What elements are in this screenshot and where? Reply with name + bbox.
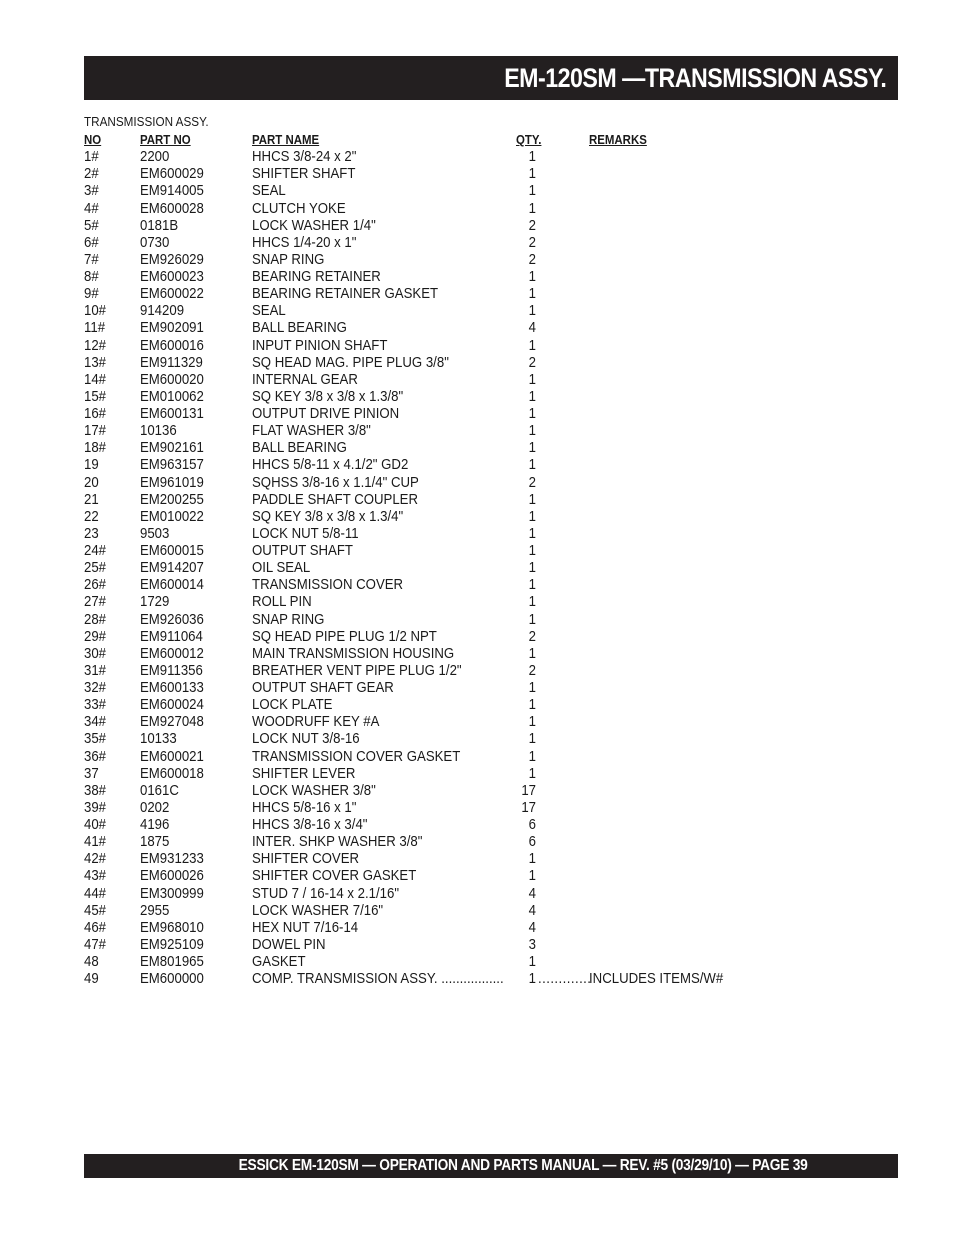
cell-no: 4# (84, 199, 99, 217)
table-row (84, 679, 784, 696)
table-row (84, 182, 784, 199)
cell-qty: 1 (528, 713, 536, 731)
cell-part-no: EM926029 (140, 250, 204, 268)
cell-qty: 1 (528, 387, 536, 405)
cell-part-no: EM600016 (140, 336, 204, 354)
table-row (84, 302, 784, 319)
cell-qty: 1 (528, 850, 536, 868)
cell-qty: 1 (528, 542, 536, 559)
cell-no: 49 (84, 970, 99, 988)
cell-qty: 6 (528, 833, 536, 851)
cell-no: 34# (84, 713, 107, 731)
cell-part-name: OUTPUT DRIVE PINION (252, 405, 400, 422)
table-row (84, 491, 784, 508)
cell-part-no: 914209 (140, 302, 185, 320)
cell-part-name: CLUTCH YOKE (252, 199, 346, 217)
table-row (84, 371, 784, 388)
cell-part-no: 0730 (140, 233, 170, 251)
table-row (84, 593, 784, 610)
cell-part-name: INPUT PINION SHAFT (252, 336, 388, 354)
cell-qty: 2 (528, 627, 536, 645)
table-row (84, 525, 784, 542)
cell-no: 48 (84, 953, 99, 970)
table-row (84, 936, 784, 953)
cell-qty: 1 (528, 285, 536, 303)
cell-qty: 1 (528, 593, 536, 611)
table-row (84, 611, 784, 628)
cell-qty: 1 (528, 559, 536, 577)
cell-no: 47# (84, 935, 107, 953)
cell-no: 33# (84, 696, 107, 714)
cell-qty: 1 (528, 199, 536, 217)
cell-part-no: EM600028 (140, 199, 204, 217)
cell-part-name: INTERNAL GEAR (252, 370, 358, 388)
cell-part-no: 9503 (140, 524, 170, 542)
cell-no: 46# (84, 918, 107, 936)
section-label: TRANSMISSION ASSY. (84, 114, 209, 129)
cell-no: 17# (84, 422, 107, 440)
cell-qty: 4 (528, 901, 536, 919)
cell-part-name: SQ HEAD PIPE PLUG 1/2 NPT (252, 627, 437, 645)
cell-part-name: HHCS 5/8-16 x 1" (252, 798, 357, 816)
cell-part-name: LOCK NUT 3/8-16 (252, 730, 360, 748)
table-row (84, 337, 784, 354)
cell-part-name: LOCK WASHER 3/8" (252, 781, 376, 799)
cell-no: 39# (84, 798, 107, 816)
cell-part-name: SQ KEY 3/8 x 3/8 x 1.3/8" (252, 387, 404, 405)
cell-part-name: INTER. SHKP WASHER 3/8" (252, 833, 423, 851)
cell-part-no: EM600024 (140, 696, 204, 714)
cell-part-name: HHCS 3/8-24 x 2" (252, 148, 357, 166)
cell-part-no: 10133 (140, 730, 177, 748)
table-row (84, 268, 784, 285)
cell-part-no: EM926036 (140, 610, 204, 628)
cell-part-no: EM801965 (140, 953, 204, 970)
table-row (84, 165, 784, 182)
cell-part-no: EM911356 (140, 661, 203, 679)
cell-qty: 4 (528, 319, 536, 337)
cell-no: 21 (84, 490, 99, 508)
table-body (84, 148, 784, 970)
cell-qty: 1 (528, 302, 536, 320)
cell-qty: 1 (528, 953, 536, 970)
cell-remarks: INCLUDES ITEMS/W# (589, 970, 724, 988)
cell-no: 37 (84, 764, 99, 782)
cell-part-no: EM968010 (140, 918, 204, 936)
cell-qty: 1 (528, 490, 536, 508)
cell-part-name-text: COMP. TRANSMISSION ASSY. (252, 970, 438, 988)
table-row (84, 200, 784, 217)
cell-qty: 1 (528, 456, 536, 474)
cell-part-no: EM961019 (140, 473, 204, 491)
table-row (84, 919, 784, 936)
table-row (84, 850, 784, 867)
cell-qty: 1 (528, 730, 536, 748)
cell-part-no: EM600015 (140, 542, 204, 559)
table-row (84, 713, 784, 730)
cell-part-name: HEX NUT 7/16-14 (252, 918, 359, 936)
cell-part-no: EM600023 (140, 268, 204, 285)
table-row (84, 542, 784, 559)
cell-qty: 2 (528, 661, 536, 679)
table-row (84, 833, 784, 850)
cell-no: 38# (84, 781, 107, 799)
cell-qty: 1 (528, 764, 536, 782)
cell-part-no: 2955 (140, 901, 170, 919)
cell-part-name: LOCK WASHER 7/16" (252, 901, 384, 919)
cell-no: 1# (84, 148, 99, 166)
cell-qty: 1 (528, 165, 536, 183)
table-row (84, 782, 784, 799)
cell-part-no: EM600029 (140, 165, 204, 183)
cell-qty: 1 (528, 439, 536, 457)
cell-qty: 3 (528, 935, 536, 953)
cell-no: 30# (84, 644, 107, 662)
table-row (84, 576, 784, 593)
table-row (84, 354, 784, 371)
page-header-bar (84, 56, 898, 100)
table-row (84, 645, 784, 662)
cell-no: 10# (84, 302, 107, 320)
cell-part-no: 4196 (140, 816, 170, 833)
cell-no: 9# (84, 285, 99, 303)
cell-part-name: HHCS 1/4-20 x 1" (252, 233, 357, 251)
cell-no: 2# (84, 165, 99, 183)
dot-leader-remarks: ............. (538, 970, 592, 988)
cell-part-name: TRANSMISSION COVER GASKET (252, 747, 461, 765)
cell-qty: 1 (528, 610, 536, 628)
cell-part-no: EM914207 (140, 559, 204, 577)
cell-part-no: EM010022 (140, 507, 204, 525)
cell-no: 36# (84, 747, 107, 765)
cell-no: 28# (84, 610, 107, 628)
column-header-remarks: REMARKS (589, 132, 647, 147)
cell-no: 22 (84, 507, 99, 525)
cell-part-no: EM600012 (140, 644, 204, 662)
cell-part-name: BEARING RETAINER (252, 268, 381, 285)
cell-qty: 4 (528, 884, 536, 902)
cell-no: 3# (84, 182, 99, 200)
cell-part-name: SNAP RING (252, 610, 325, 628)
cell-part-name: OIL SEAL (252, 559, 311, 577)
cell-no: 5# (84, 216, 99, 234)
cell-qty: 1 (528, 268, 536, 285)
cell-part-name: FLAT WASHER 3/8" (252, 422, 371, 440)
table-row (84, 696, 784, 713)
cell-qty: 4 (528, 918, 536, 936)
cell-part-no: EM300999 (140, 884, 204, 902)
cell-no: 12# (84, 336, 107, 354)
cell-part-name: GASKET (252, 953, 306, 970)
table-row (84, 765, 784, 782)
cell-no: 8# (84, 268, 99, 285)
cell-part-no: EM600022 (140, 285, 204, 303)
cell-no: 45# (84, 901, 107, 919)
table-row (84, 628, 784, 645)
cell-part-no: EM931233 (140, 850, 204, 868)
cell-part-no: EM925109 (140, 935, 204, 953)
cell-no: 13# (84, 353, 107, 371)
cell-part-name (252, 970, 504, 987)
table-row-final (84, 970, 784, 987)
cell-no: 20 (84, 473, 99, 491)
cell-qty: 2 (528, 216, 536, 234)
cell-part-no: EM600021 (140, 747, 204, 765)
cell-no: 35# (84, 730, 107, 748)
cell-qty: 1 (528, 696, 536, 714)
table-header-row (84, 131, 784, 148)
cell-qty: 17 (521, 798, 536, 816)
cell-no: 31# (84, 661, 107, 679)
column-header-no: NO (84, 132, 102, 147)
cell-part-no: EM963157 (140, 456, 204, 474)
cell-part-name: BALL BEARING (252, 319, 347, 337)
cell-part-name: SNAP RING (252, 250, 325, 268)
cell-qty: 1 (528, 336, 536, 354)
cell-part-name: BALL BEARING (252, 439, 347, 457)
cell-part-name: TRANSMISSION COVER (252, 576, 404, 594)
cell-part-no: EM600133 (140, 679, 204, 696)
table-row (84, 319, 784, 336)
cell-part-name: HHCS 3/8-16 x 3/4" (252, 816, 368, 833)
table-row (84, 953, 784, 970)
page-title: EM-120SM —TRANSMISSION ASSY. (503, 62, 886, 93)
cell-qty: 1 (528, 524, 536, 542)
cell-part-name: SQHSS 3/8-16 x 1.1/4" CUP (252, 473, 419, 491)
cell-part-no: 0181B (140, 216, 179, 234)
cell-part-name: OUTPUT SHAFT GEAR (252, 679, 394, 696)
page-footer-text: ESSICK EM-120SM — OPERATION AND PARTS MANUAL — REV. #5 (03/29/10) — PAGE 39 (239, 1157, 808, 1174)
cell-qty: 1 (528, 867, 536, 885)
cell-no: 43# (84, 867, 107, 885)
cell-part-no: EM010062 (140, 387, 204, 405)
cell-part-name: LOCK NUT 5/8-11 (252, 524, 359, 542)
cell-no: 40# (84, 816, 107, 833)
cell-no: 32# (84, 679, 107, 696)
cell-part-name: OUTPUT SHAFT (252, 542, 353, 559)
table-row (84, 816, 784, 833)
table-row (84, 234, 784, 251)
cell-no: 14# (84, 370, 107, 388)
cell-part-no: EM200255 (140, 490, 204, 508)
cell-part-name: SQ KEY 3/8 x 3/8 x 1.3/4" (252, 507, 404, 525)
cell-part-name: SHIFTER COVER GASKET (252, 867, 417, 885)
table-row (84, 559, 784, 576)
cell-part-name: ROLL PIN (252, 593, 312, 611)
cell-part-name: SHIFTER COVER (252, 850, 360, 868)
cell-no: 11# (84, 319, 106, 337)
cell-qty: 17 (521, 781, 536, 799)
table-row (84, 902, 784, 919)
cell-part-no: EM600026 (140, 867, 204, 885)
page-footer-bar (84, 1154, 898, 1178)
column-header-qty: QTY. (516, 132, 542, 147)
cell-part-name: DOWEL PIN (252, 935, 326, 953)
cell-part-name: SQ HEAD MAG. PIPE PLUG 3/8" (252, 353, 449, 371)
cell-part-no: EM600020 (140, 370, 204, 388)
cell-part-no: EM600018 (140, 764, 204, 782)
cell-qty: 1 (528, 747, 536, 765)
table-row (84, 730, 784, 747)
cell-qty: 2 (528, 233, 536, 251)
column-header-part-name: PART NAME (252, 132, 320, 147)
table-row (84, 885, 784, 902)
cell-no: 7# (84, 250, 99, 268)
cell-part-name: SEAL (252, 302, 286, 320)
cell-no: 25# (84, 559, 107, 577)
cell-qty: 1 (528, 507, 536, 525)
cell-part-no: EM914005 (140, 182, 204, 200)
cell-no: 42# (84, 850, 107, 868)
table-row (84, 148, 784, 165)
cell-no: 16# (84, 405, 107, 422)
cell-qty: 1 (528, 679, 536, 696)
cell-qty: 1 (528, 576, 536, 594)
cell-qty: 1 (528, 970, 536, 988)
cell-no: 27# (84, 593, 107, 611)
cell-part-name: WOODRUFF KEY #A (252, 713, 380, 731)
cell-part-no: EM600014 (140, 576, 204, 594)
table-row (84, 662, 784, 679)
cell-part-no: EM902091 (140, 319, 204, 337)
cell-qty: 2 (528, 250, 536, 268)
dot-leader: ................. (441, 970, 504, 988)
cell-no: 23 (84, 524, 99, 542)
cell-qty: 6 (528, 816, 536, 833)
cell-part-no: EM911329 (140, 353, 203, 371)
table-row (84, 217, 784, 234)
cell-part-no: EM911064 (140, 627, 203, 645)
cell-no: 44# (84, 884, 107, 902)
cell-part-name: LOCK PLATE (252, 696, 333, 714)
cell-part-no: EM600000 (140, 970, 204, 988)
cell-qty: 1 (528, 422, 536, 440)
cell-part-name: BREATHER VENT PIPE PLUG 1/2" (252, 661, 462, 679)
cell-part-name: PADDLE SHAFT COUPLER (252, 490, 419, 508)
cell-part-no: 1875 (140, 833, 170, 851)
cell-part-no: 0161C (140, 781, 179, 799)
cell-no: 19 (84, 456, 99, 474)
cell-qty: 1 (528, 370, 536, 388)
cell-part-name: LOCK WASHER 1/4" (252, 216, 376, 234)
cell-part-name: BEARING RETAINER GASKET (252, 285, 439, 303)
table-row (84, 748, 784, 765)
cell-part-no: EM927048 (140, 713, 204, 731)
cell-no: 24# (84, 542, 107, 559)
cell-qty: 1 (528, 182, 536, 200)
table-row (84, 508, 784, 525)
table-row (84, 439, 784, 456)
cell-qty: 2 (528, 353, 536, 371)
cell-part-no: 1729 (140, 593, 170, 611)
table-row (84, 388, 784, 405)
cell-part-name: STUD 7 / 16-14 x 2.1/16" (252, 884, 400, 902)
cell-no: 26# (84, 576, 107, 594)
cell-part-name: SHIFTER SHAFT (252, 165, 356, 183)
table-row (84, 474, 784, 491)
cell-part-no: EM902161 (140, 439, 204, 457)
table-row (84, 405, 784, 422)
cell-qty: 1 (528, 405, 536, 422)
cell-no: 29# (84, 627, 107, 645)
table-row (84, 285, 784, 302)
table-row (84, 799, 784, 816)
cell-no: 6# (84, 233, 99, 251)
cell-part-no: EM600131 (140, 405, 204, 422)
table-row (84, 422, 784, 439)
cell-part-name: SEAL (252, 182, 286, 200)
cell-part-name: HHCS 5/8-11 x 4.1/2" GD2 (252, 456, 409, 474)
column-header-part-no: PART NO (140, 132, 191, 147)
cell-part-no: 2200 (140, 148, 170, 166)
cell-no: 15# (84, 387, 107, 405)
cell-part-name: SHIFTER LEVER (252, 764, 356, 782)
cell-qty: 1 (528, 644, 536, 662)
table-row (84, 251, 784, 268)
cell-qty: 1 (528, 148, 536, 166)
table-row (84, 867, 784, 884)
cell-no: 18# (84, 439, 107, 457)
table-row (84, 456, 784, 473)
cell-no: 41# (84, 833, 107, 851)
cell-part-no: 10136 (140, 422, 177, 440)
cell-part-name: MAIN TRANSMISSION HOUSING (252, 644, 455, 662)
parts-table (84, 131, 784, 987)
cell-qty: 2 (528, 473, 536, 491)
cell-part-no: 0202 (140, 798, 170, 816)
